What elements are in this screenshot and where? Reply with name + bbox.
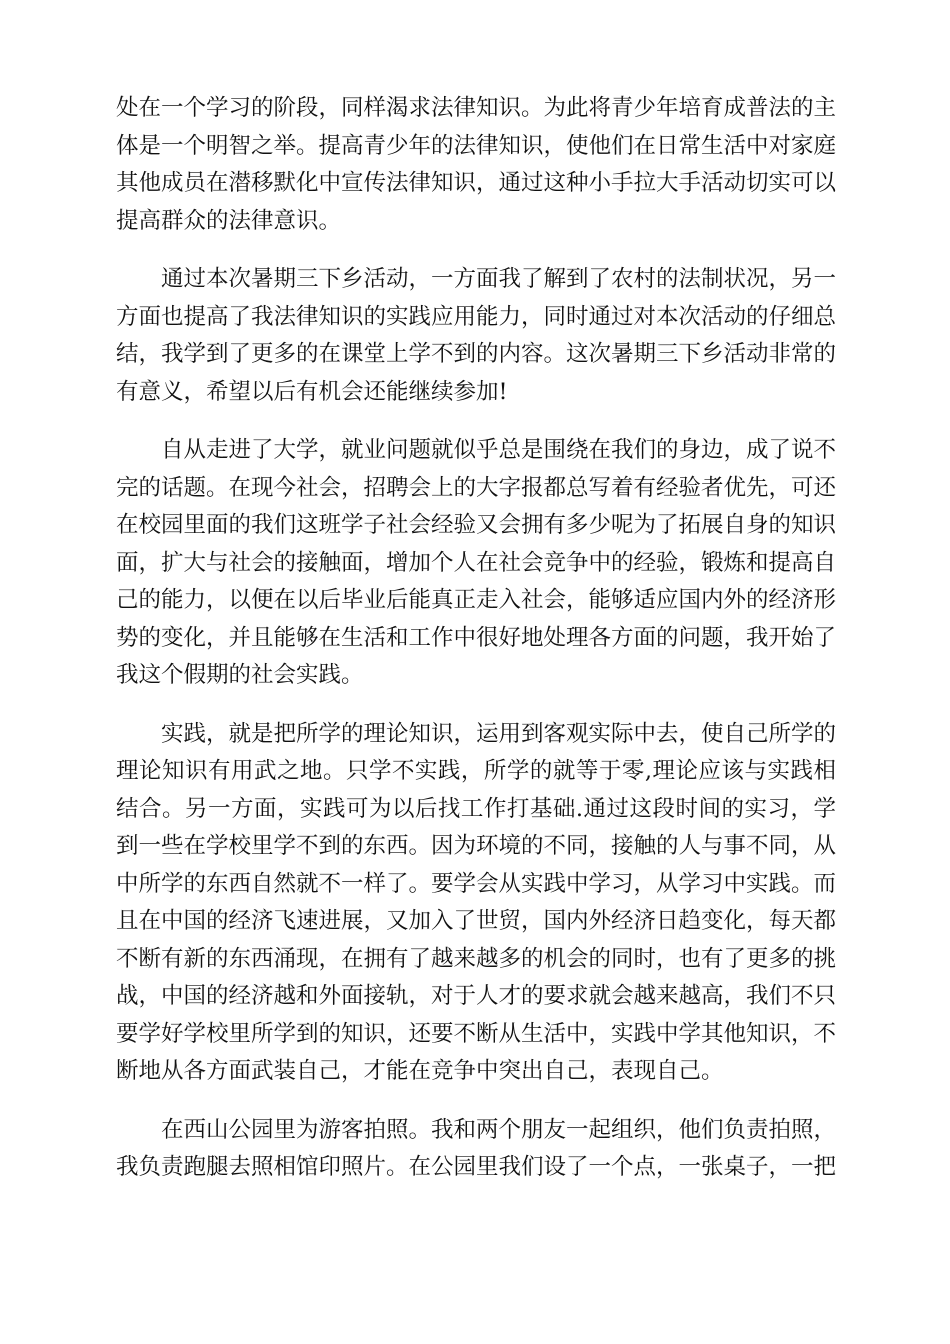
paragraph-5: 在西山公园里为游客拍照。我和两个朋友一起组织，他们负责拍照，我负责跑腿去照相馆印照片。在公园里我们设了一个点，一张桌子，一把 <box>116 1116 837 1180</box>
paragraph-2: 通过本次暑期三下乡活动，一方面我了解到了农村的法制状况，另一方面也提高了我法律知识的实践应用能力，同时通过对本次活动的仔细总结，我学到了更多的在课堂上学不到的内容。这次暑期三下乡活动非常的有意义，希望以后有机会还能继续参加! <box>116 266 837 405</box>
paragraph-1: 处在一个学习的阶段，同样渴求法律知识。为此将青少年培育成普法的主体是一个明智之举。提高青少年的法律知识，使他们在日常生活中对家庭其他成员在潜移默化中宣传法律知识，通过这种小手拉大手活动切实可以提高群众的法律意识。 <box>116 95 837 234</box>
paragraph-4: 实践，就是把所学的理论知识，运用到客观实际中去，使自己所学的理论知识有用武之地。只学不实践，所学的就等于零,理论应该与实践相结合。另一方面，实践可为以后找工作打基础.通过这段时间的实习，学到一些在学校里学不到的东西。因为环境的不同，接触的人与事不同，从中所学的东西自然就不一样了。要学会从实践中学习，从学习中实践。而且在中国的经济飞速进展，又加入了世贸，国内外经济日趋变化，每天都不断有新的东西涌现，在拥有了越来越多的机会的同时，也有了更多的挑战，中国的经济越和外面接轨，对于人才的要求就会越来越高，我们不只要学好学校里所学到的知识，还要不断从生活中，实践中学其他知识，不断地从各方面武装自己，才能在竞争中突出自己，表现自己。 <box>116 720 837 1084</box>
document-page <box>116 90 836 1208</box>
paragraph-3: 自从走进了大学，就业问题就似乎总是围绕在我们的身边，成了说不完的话题。在现今社会，招聘会上的大字报都总写着有经验者优先，可还在校园里面的我们这班学子社会经验又会拥有多少呢为了拓展自身的知识面，扩大与社会的接触面，增加个人在社会竞争中的经验，锻炼和提高自己的能力，以便在以后毕业后能真正走入社会，能够适应国内外的经济形势的变化，并且能够在生活和工作中很好地处理各方面的问题，我开始了我这个假期的社会实践。 <box>116 437 837 688</box>
